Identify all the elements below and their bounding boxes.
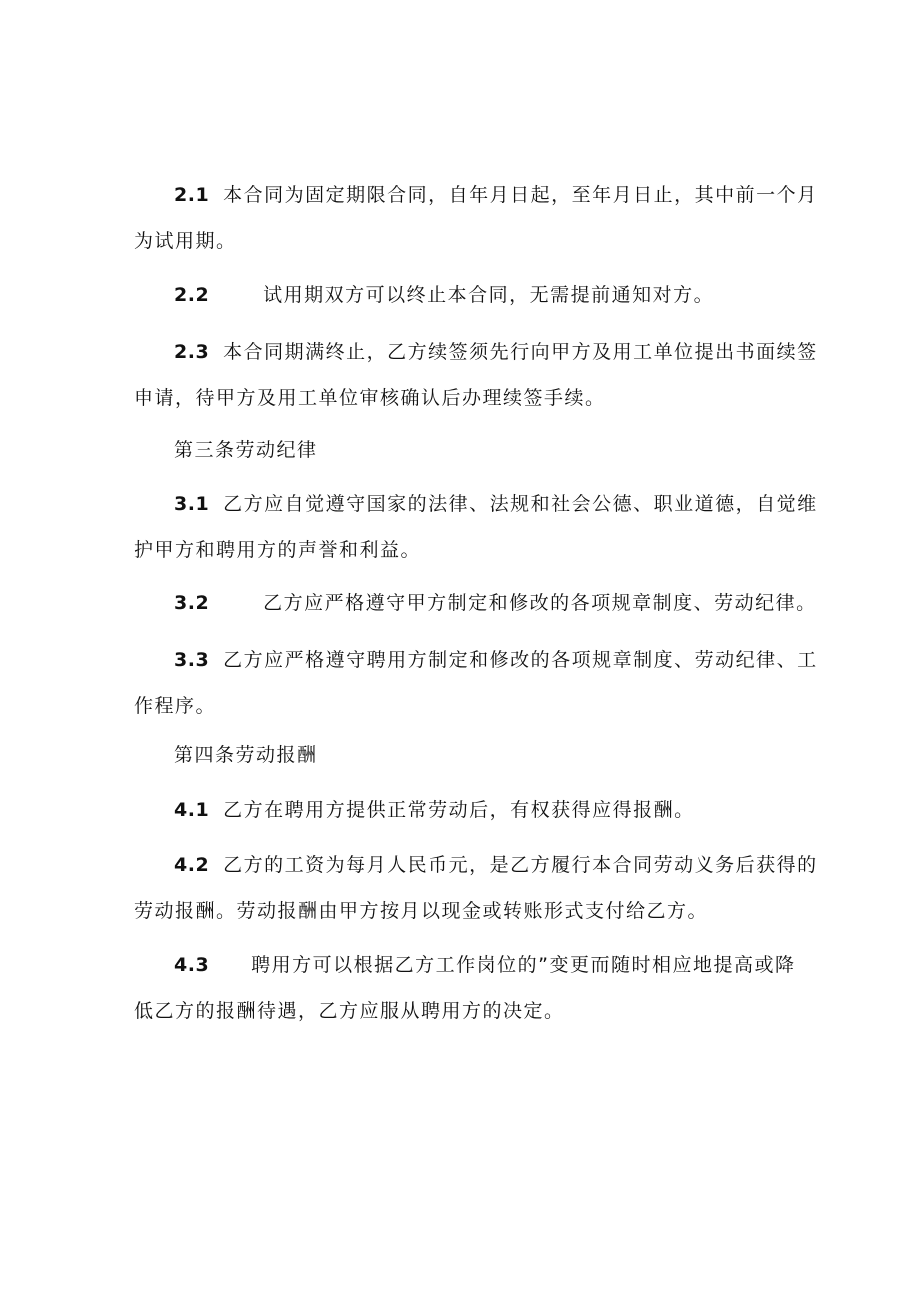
clause-text: 乙方在聘用方提供正常劳动后，有权获得应得报酬。 (223, 799, 695, 821)
clause-number: 4.3 (174, 954, 210, 976)
clause-3-3 (134, 637, 818, 729)
clause-text-continued: 低乙方的报酬待遇，乙方应服从聘用方的决定。 (134, 1000, 565, 1022)
clause-text: 本合同期满终止，乙方续签须先行向甲方及用工单位提出书面续签 (223, 341, 818, 363)
clause-number: 3.3 (174, 649, 210, 671)
clause-2-2 (134, 272, 798, 318)
clause-text-continued: 为试用期。 (134, 230, 237, 252)
clause-text-continued: 申请，待甲方及用工单位审核确认后办理续签手续。 (134, 387, 606, 409)
clause-3-1 (134, 481, 818, 573)
clause-4-1 (134, 787, 798, 833)
clause-2-3 (134, 329, 818, 421)
clause-4-3 (134, 942, 798, 1034)
clause-number: 3.1 (174, 493, 210, 515)
clause-number: 4.1 (174, 799, 210, 821)
clause-2-1 (134, 172, 818, 264)
clause-text: 乙方应严格遵守聘用方制定和修改的各项规章制度、劳动纪律、工 (223, 649, 818, 671)
clause-text: 乙方应自觉遵守国家的法律、法规和社会公德、职业道德，自觉维 (223, 493, 818, 515)
clause-number: 4.2 (174, 854, 210, 876)
section-heading-4: 第四条劳动报酬 (174, 744, 318, 766)
clause-text: 试用期双方可以终止本合同，无需提前通知对方。 (263, 284, 715, 306)
clause-text: 乙方应严格遵守甲方制定和修改的各项规章制度、劳动纪律。 (263, 592, 817, 614)
clause-number: 2.3 (174, 341, 210, 363)
clause-text-continued: 劳动报酬。劳动报酬由甲方按月以现金或转账形式支付给乙方。 (134, 900, 709, 922)
clause-text-continued: 护甲方和聘用方的声誉和利益。 (134, 539, 422, 561)
clause-number: 2.1 (174, 184, 210, 206)
clause-text: 聘用方可以根据乙方工作岗位的”变更而随时相应地提高或降 (251, 954, 796, 976)
clause-text: 乙方的工资为每月人民币元，是乙方履行本合同劳动义务后获得的 (223, 854, 818, 876)
clause-number: 2.2 (174, 284, 210, 306)
clause-text-continued: 作程序。 (134, 695, 217, 717)
clause-4-2 (134, 842, 818, 934)
clause-3-2 (134, 580, 817, 626)
section-heading-3: 第三条劳动纪律 (174, 439, 318, 461)
clause-text: 本合同为固定期限合同，自年月日起，至年月日止，其中前一个月 (223, 184, 818, 206)
clause-number: 3.2 (174, 592, 210, 614)
